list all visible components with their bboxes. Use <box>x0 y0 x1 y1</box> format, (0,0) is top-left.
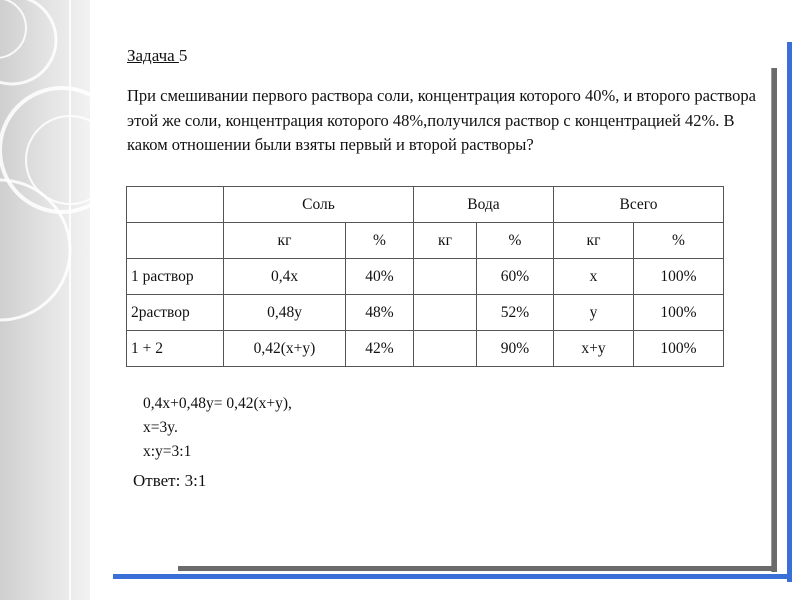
row-label: 2раствор <box>127 295 224 331</box>
table-cell <box>414 295 477 331</box>
decorative-left-band <box>0 0 90 600</box>
table-header-row <box>127 187 724 223</box>
frame-accent-bottom <box>113 574 792 579</box>
table-cell: 0,48y <box>224 295 346 331</box>
table-cell <box>414 331 477 367</box>
header-water: Вода <box>414 187 554 223</box>
solution-block <box>143 392 292 464</box>
table-cell: 0,4x <box>224 259 346 295</box>
table-cell: 100% <box>634 259 724 295</box>
table-cell: 40% <box>346 259 414 295</box>
table-row <box>127 259 724 295</box>
answer-value: 3:1 <box>184 471 207 490</box>
problem-text: При смешивании первого раствора соли, концентрация которого 40%, и второго раствора этой же соли, концентрация которого 48%,получился раствор с концентрацией 42%. В каком отношении были взяты первый и второй растворы? <box>127 86 756 154</box>
subheader-cell: кг <box>414 223 477 259</box>
frame-border-right <box>771 68 777 572</box>
decorative-circles <box>0 0 90 600</box>
subheader-cell: кг <box>224 223 346 259</box>
table-row <box>127 295 724 331</box>
data-table <box>126 186 724 367</box>
subheader-cell: кг <box>554 223 634 259</box>
table-cell: x <box>554 259 634 295</box>
header-total: Всего <box>554 187 724 223</box>
subheader-empty-cell <box>127 223 224 259</box>
subheader-cell: % <box>346 223 414 259</box>
table-cell: 0,42(x+y) <box>224 331 346 367</box>
task-number: 5 <box>178 46 188 65</box>
frame-border-bottom <box>178 566 776 571</box>
table-cell: 52% <box>477 295 554 331</box>
table-cell: 90% <box>477 331 554 367</box>
table-cell: 100% <box>634 295 724 331</box>
table-cell: 100% <box>634 331 724 367</box>
task-title <box>127 46 187 66</box>
subheader-cell: % <box>477 223 554 259</box>
table-row <box>127 331 724 367</box>
solution-line: x=3y. <box>143 419 178 436</box>
solution-line: 0,4x+0,48y= 0,42(x+y), <box>143 395 292 412</box>
table-cell <box>414 259 477 295</box>
task-label: Задача <box>127 46 179 65</box>
table-cell: y <box>554 295 634 331</box>
header-empty-cell <box>127 187 224 223</box>
table-subheader-row <box>127 223 724 259</box>
table-cell: 42% <box>346 331 414 367</box>
table-cell: 60% <box>477 259 554 295</box>
row-label: 1 раствор <box>127 259 224 295</box>
solution-line: x:y=3:1 <box>143 443 192 460</box>
row-label: 1 + 2 <box>127 331 224 367</box>
header-salt: Соль <box>224 187 414 223</box>
table-cell: x+y <box>554 331 634 367</box>
frame-accent-right <box>787 42 792 582</box>
answer-label: Ответ: <box>133 471 185 490</box>
answer <box>133 471 206 491</box>
table-cell: 48% <box>346 295 414 331</box>
subheader-cell: % <box>634 223 724 259</box>
